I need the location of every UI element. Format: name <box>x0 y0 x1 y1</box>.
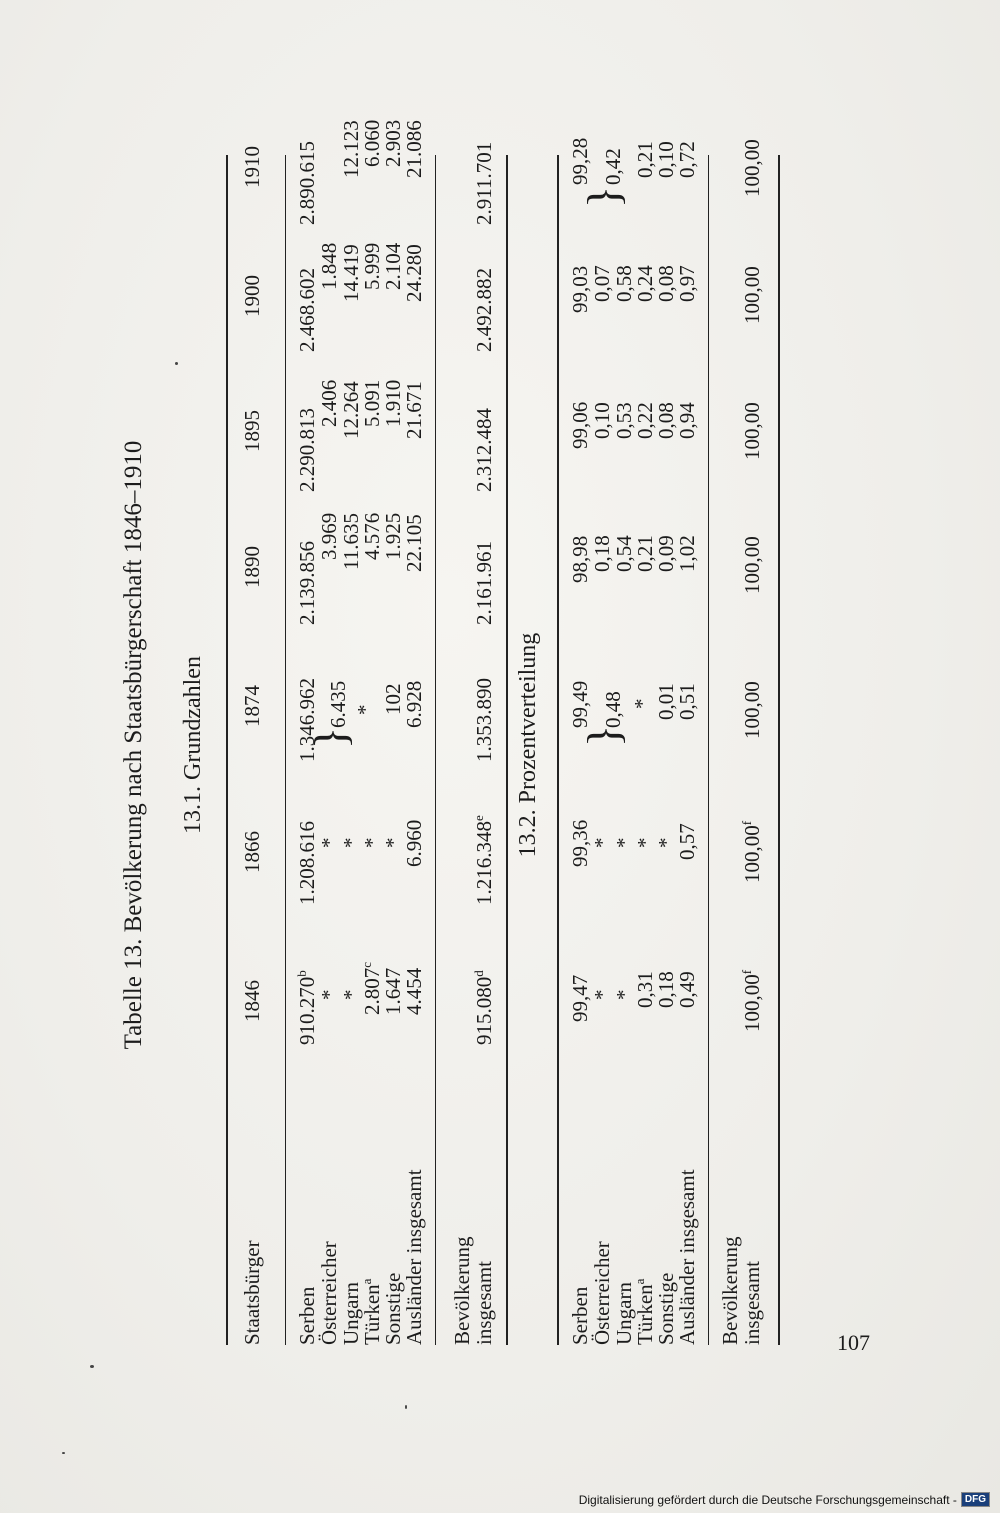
cell-value: 1.216.348 <box>472 821 496 905</box>
cell: 0,49 <box>675 971 699 1008</box>
cell: 4.576 <box>360 512 384 560</box>
section-title-grundzahlen: 13.1. Grundzahlen <box>180 656 206 834</box>
cell: 99,36 <box>568 819 592 867</box>
cell <box>472 970 497 1045</box>
rule <box>285 155 286 1345</box>
cell: * <box>654 837 678 848</box>
speck <box>62 1452 65 1454</box>
cell: 0,72 <box>675 141 699 178</box>
cell <box>295 970 320 1045</box>
footnote-marker: f <box>739 820 754 826</box>
cell: 0,01 <box>654 683 678 720</box>
row-label-bevoelkerung: Bevölkerung <box>718 1236 742 1345</box>
cell: 0,18 <box>654 971 678 1008</box>
cell: 1.208.616 <box>295 821 319 905</box>
cell: 2.492.882 <box>472 268 496 352</box>
label-text: Türken <box>633 1284 657 1345</box>
rule <box>226 155 228 1345</box>
rule <box>708 155 709 1345</box>
cell: 98,98 <box>568 535 592 583</box>
cell: 0,10 <box>590 402 614 439</box>
footnote-marker: a <box>632 1278 647 1285</box>
cell: 0,54 <box>612 535 636 572</box>
cell: * <box>339 837 363 848</box>
cell: 11.635 <box>339 513 363 570</box>
footer-text: Digitalisierung gefördert durch die Deutsche Forschungsgemeinschaft - <box>578 1492 957 1507</box>
footnote-marker: b <box>294 970 309 977</box>
cell: 2.911.701 <box>472 141 496 225</box>
row-label-insgesamt: insgesamt <box>740 1261 764 1345</box>
row-label-serben: Serben <box>295 1286 319 1345</box>
cell: 0,53 <box>612 402 636 439</box>
dfg-logo: DFG <box>961 1492 990 1507</box>
cell: 2.903 <box>381 119 405 167</box>
cell: 1.353.890 <box>472 678 496 762</box>
rule <box>557 155 559 1345</box>
cell: 0,22 <box>633 402 657 439</box>
cell: 12.264 <box>339 381 363 439</box>
cell: * <box>612 837 636 848</box>
cell-value: 910.270 <box>295 976 319 1045</box>
cell: * <box>590 837 614 848</box>
footnote-marker: c <box>359 961 374 968</box>
cell: 12.123 <box>339 120 363 178</box>
cell: 2.312.484 <box>472 408 496 492</box>
digitization-footer <box>579 1492 990 1507</box>
cell-value: 100,00 <box>740 974 764 1032</box>
column-header-year: 1874 <box>240 685 264 727</box>
cell: 24.280 <box>402 244 426 302</box>
cell: 0,97 <box>675 265 699 302</box>
cell-value: 915.080 <box>472 976 496 1045</box>
cell: 0,57 <box>675 823 699 860</box>
footnote-marker: d <box>471 970 486 977</box>
cell: 99,06 <box>568 401 592 449</box>
cell: 0,51 <box>675 683 699 720</box>
brace: } <box>578 724 629 747</box>
cell: 2.406 <box>317 379 341 427</box>
cell <box>472 815 497 905</box>
cell: 22.105 <box>402 514 426 572</box>
cell: 1.910 <box>381 379 405 427</box>
speck <box>405 1405 407 1409</box>
cell: 100,00 <box>740 139 764 197</box>
cell: 6.060 <box>360 119 384 167</box>
cell-value: 100,00 <box>740 825 764 883</box>
cell: 1.346.962 <box>295 678 319 762</box>
cell: * <box>633 837 657 848</box>
cell: 2.890.615 <box>295 141 319 225</box>
page-number: 107 <box>837 1330 870 1355</box>
cell: 100,00 <box>740 681 764 739</box>
row-label-insgesamt: insgesamt <box>472 1261 496 1345</box>
cell <box>740 970 765 1032</box>
cell: * <box>317 989 341 1000</box>
cell: 0,10 <box>654 141 678 178</box>
cell: 0,07 <box>590 265 614 302</box>
cell: 0,21 <box>633 141 657 178</box>
column-header-staatsbuerger: Staatsbürger <box>240 1240 264 1345</box>
cell: 2.104 <box>381 242 405 290</box>
row-label-bevoelkerung: Bevölkerung <box>450 1236 474 1345</box>
footnote-marker: e <box>471 815 486 821</box>
column-header-year: 1895 <box>240 410 264 452</box>
cell: 6.960 <box>402 819 426 867</box>
cell: 1,02 <box>675 535 699 572</box>
cell: 102 <box>381 683 405 715</box>
row-label-ungarn: Ungarn <box>612 1282 636 1345</box>
brace: } <box>305 726 356 749</box>
cell: 0,31 <box>633 971 657 1008</box>
cell: 0,42 <box>601 148 625 185</box>
cell: 100,00 <box>740 402 764 460</box>
row-label-oesterreicher: Österreicher <box>317 1241 341 1345</box>
row-label-serben: Serben <box>568 1286 592 1345</box>
cell: 99,49 <box>568 680 592 728</box>
cell: 6.928 <box>402 680 426 728</box>
cell: 21.671 <box>402 381 426 439</box>
column-header-year: 1866 <box>240 831 264 873</box>
cell: 21.086 <box>402 120 426 178</box>
cell: 99,28 <box>568 137 592 185</box>
row-label-auslaender: Ausländer insgesamt <box>402 1169 426 1345</box>
rule <box>778 155 780 1345</box>
cell: 2.139.856 <box>295 541 319 625</box>
cell: 1.647 <box>381 967 405 1015</box>
speck <box>90 1365 94 1368</box>
cell: * <box>590 989 614 1000</box>
column-header-year: 1910 <box>240 146 264 188</box>
cell: 0,21 <box>633 535 657 572</box>
row-label-ungarn: Ungarn <box>339 1282 363 1345</box>
section-title-prozentverteilung: 13.2. Prozentverteilung <box>515 632 541 858</box>
cell: 6.435 <box>326 680 350 728</box>
cell: 2.468.602 <box>295 268 319 352</box>
cell: 99,03 <box>568 265 592 313</box>
cell: * <box>612 989 636 1000</box>
cell: 14.419 <box>339 244 363 302</box>
row-label-auslaender: Ausländer insgesamt <box>675 1169 699 1345</box>
row-label-sonstige: Sonstige <box>381 1272 405 1345</box>
cell: 0,58 <box>612 265 636 302</box>
cell: 100,00 <box>740 536 764 594</box>
cell: 2.290.813 <box>295 408 319 492</box>
cell: * <box>360 837 384 848</box>
rotated-table <box>90 119 840 1345</box>
cell: 100,00 <box>740 266 764 324</box>
cell: 0,94 <box>675 402 699 439</box>
cell: 0,24 <box>633 265 657 302</box>
cell: * <box>353 704 377 715</box>
cell: 99,47 <box>568 974 592 1022</box>
row-label-sonstige: Sonstige <box>654 1272 678 1345</box>
cell <box>740 821 765 883</box>
label-text: Türken <box>360 1284 384 1345</box>
footnote-marker: f <box>739 969 754 975</box>
cell: 3.969 <box>317 512 341 560</box>
table-title: Tabelle 13. Bevölkerung nach Staatsbürgerschaft 1846–1910 <box>120 440 147 1050</box>
column-header-year: 1846 <box>240 980 264 1022</box>
cell: 1.925 <box>381 512 405 560</box>
cell: 0,08 <box>654 402 678 439</box>
footnote-marker: a <box>359 1278 374 1285</box>
cell: 2.161.961 <box>472 541 496 625</box>
column-header-year: 1900 <box>240 275 264 317</box>
cell: * <box>339 989 363 1000</box>
rule <box>506 155 508 1345</box>
cell: 0,18 <box>590 535 614 572</box>
cell: * <box>630 698 654 709</box>
column-header-year: 1890 <box>240 546 264 588</box>
rule <box>435 155 436 1345</box>
cell: 4.454 <box>402 967 426 1015</box>
row-label-oesterreicher: Österreicher <box>590 1241 614 1345</box>
cell: * <box>381 837 405 848</box>
brace: } <box>578 185 629 208</box>
cell: 5.091 <box>360 379 384 427</box>
cell: 0,08 <box>654 265 678 302</box>
cell-value: 2.807 <box>360 967 384 1015</box>
cell: 5.999 <box>360 242 384 290</box>
cell: * <box>317 837 341 848</box>
cell: 0,09 <box>654 535 678 572</box>
cell: 0,48 <box>601 691 625 728</box>
cell: 1.848 <box>317 242 341 290</box>
